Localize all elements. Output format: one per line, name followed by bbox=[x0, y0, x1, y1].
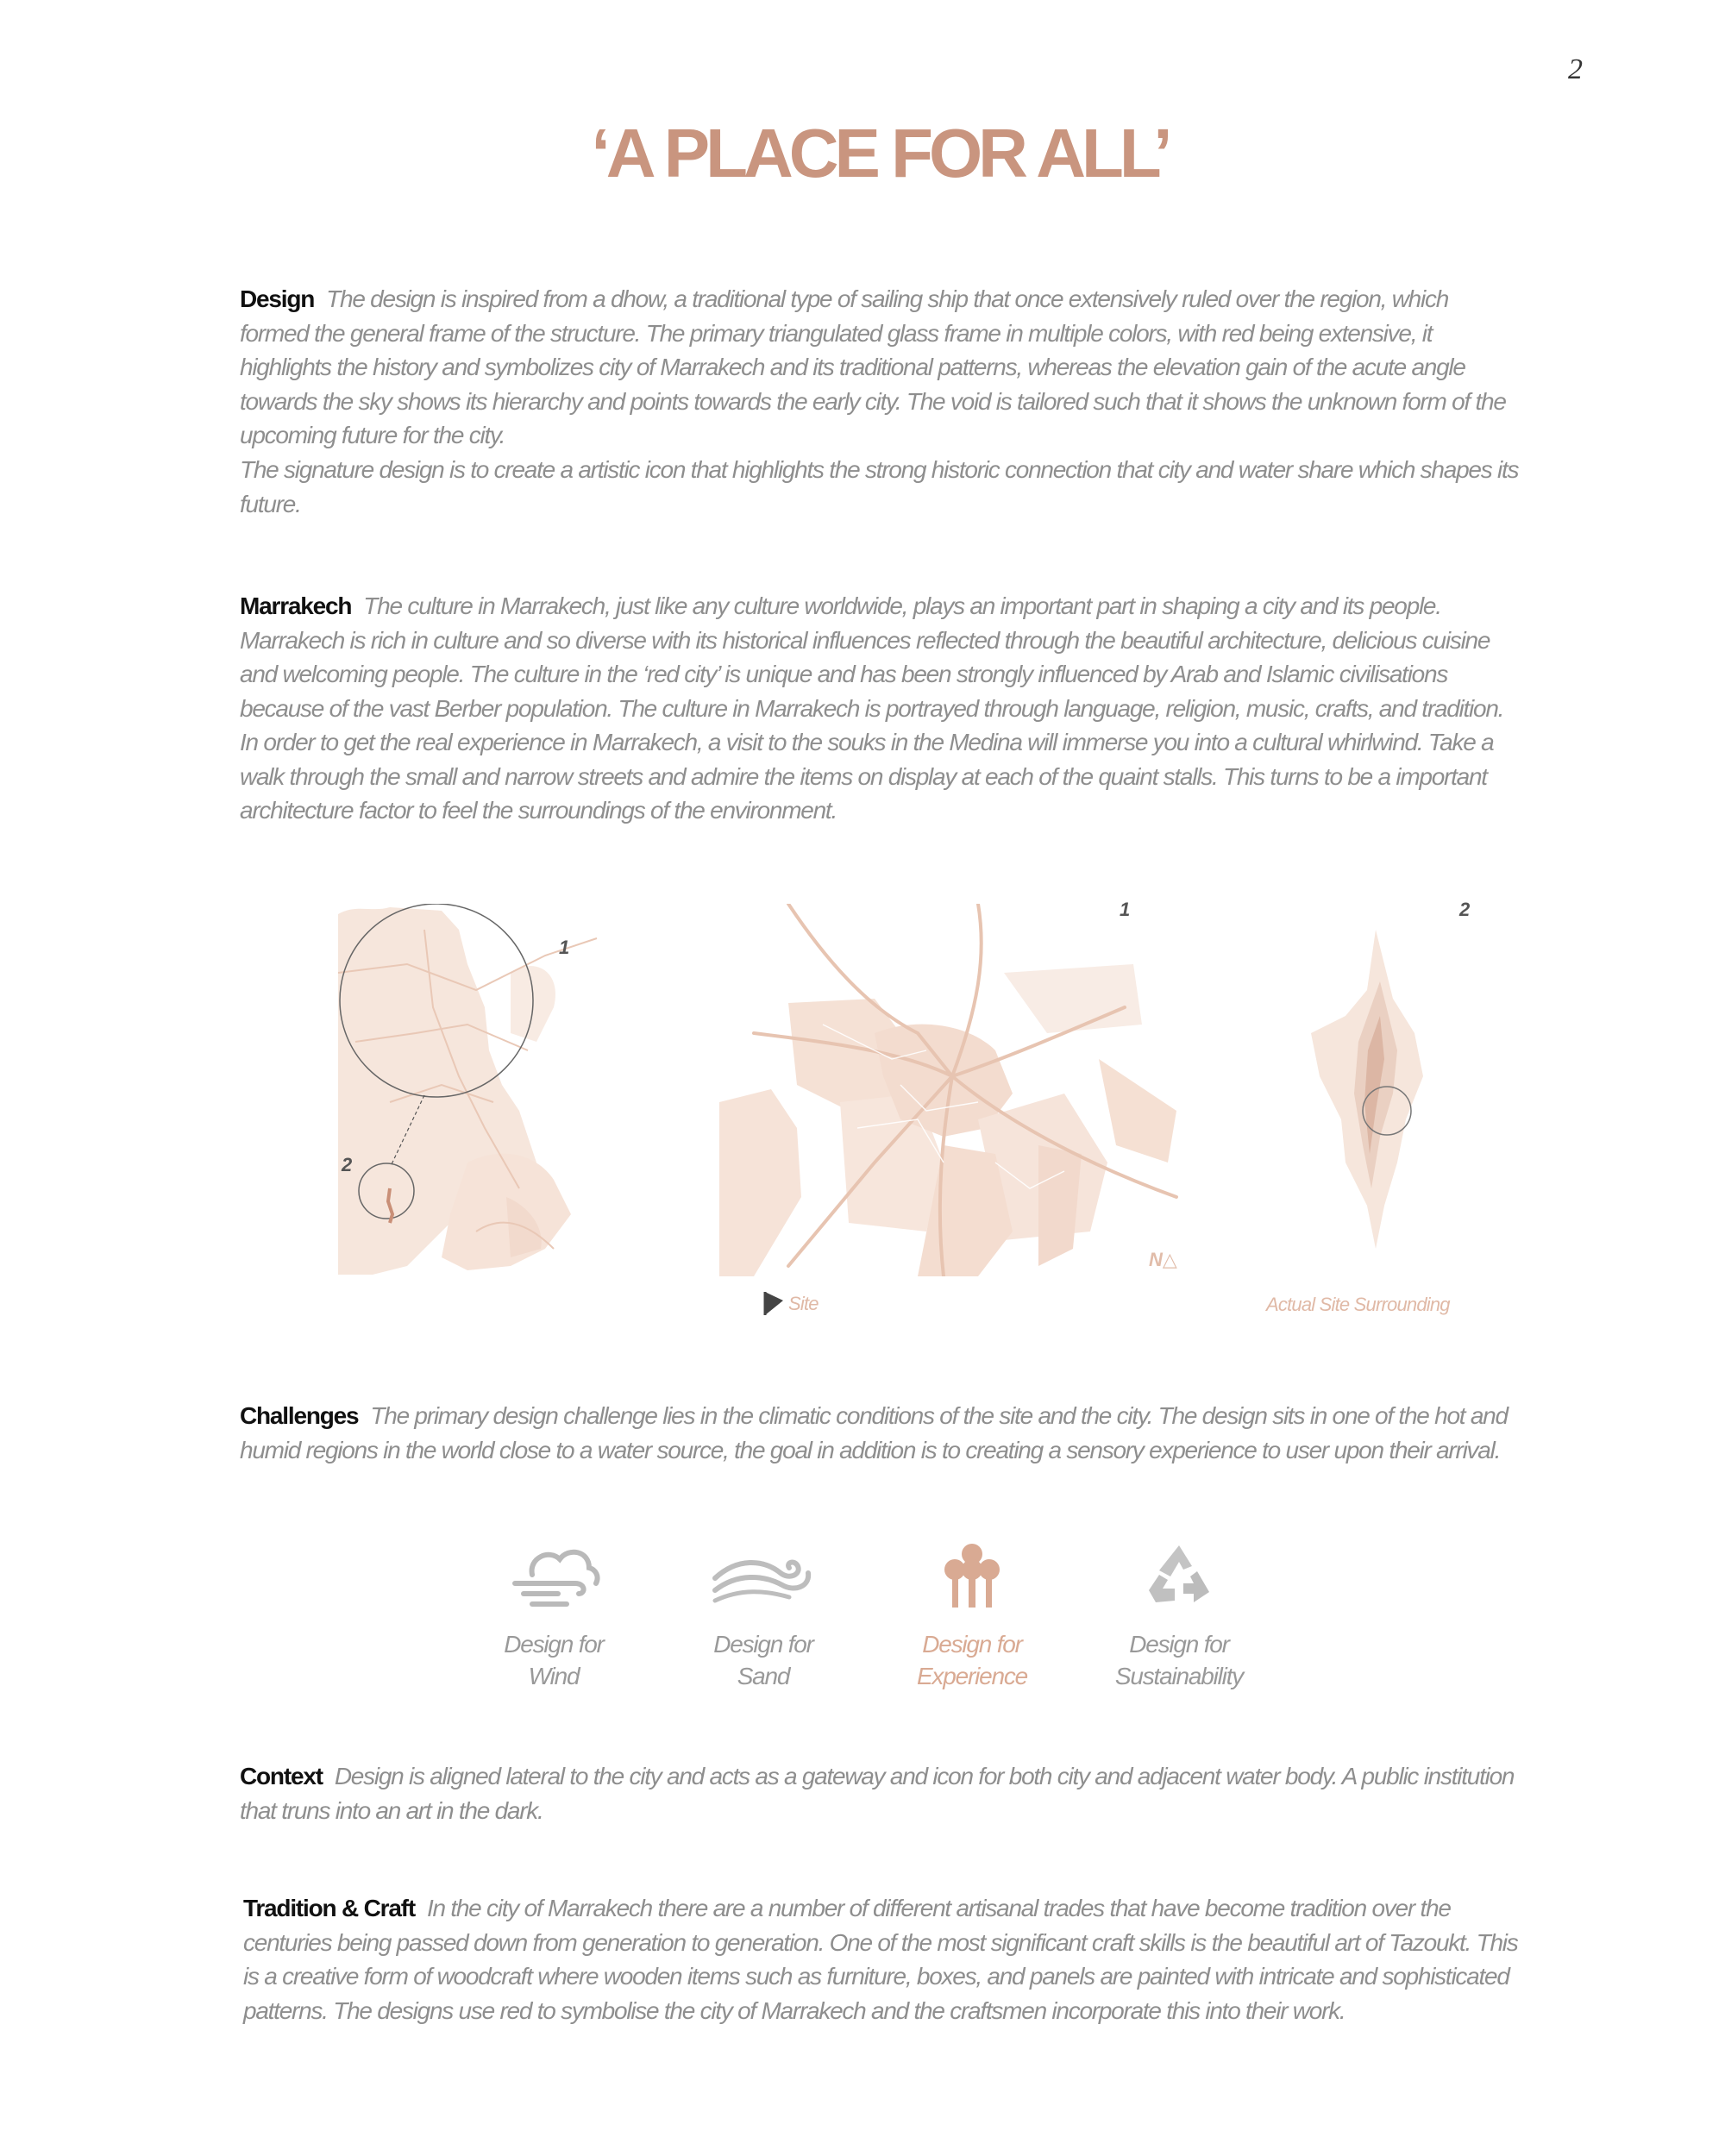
site-map bbox=[1266, 899, 1471, 1315]
city-map-graphic bbox=[719, 904, 1185, 1276]
surrounding-caption: Actual Site Surrounding bbox=[1266, 1294, 1450, 1315]
site-map-graphic bbox=[1294, 904, 1466, 1249]
marrakech-heading: Marrakech bbox=[240, 592, 352, 619]
marrakech-paragraph bbox=[240, 589, 1521, 828]
page-number: 2 bbox=[1568, 53, 1583, 85]
sustainability-label bbox=[1084, 1628, 1274, 1692]
sand-label-line1: Design for bbox=[713, 1631, 813, 1658]
site-flag-icon bbox=[762, 1290, 785, 1316]
wind-icon bbox=[506, 1540, 601, 1609]
design-for-wind bbox=[459, 1540, 649, 1692]
challenges-heading: Challenges bbox=[240, 1402, 359, 1429]
region-map bbox=[338, 904, 631, 1275]
challenges-paragraph bbox=[240, 1399, 1521, 1467]
region-map-label-2: 2 bbox=[342, 1154, 353, 1175]
sand-label bbox=[668, 1628, 858, 1692]
city-map-label: 1 bbox=[1120, 899, 1131, 920]
context-text: Design is aligned lateral to the city and acts as a gateway and icon for both city and adjacent water body. A public institution that truns into an art in the dark. bbox=[240, 1763, 1515, 1824]
region-map-graphic bbox=[338, 904, 631, 1275]
design-for-experience bbox=[877, 1540, 1067, 1692]
wind-label-line2: Wind bbox=[528, 1663, 580, 1689]
context-paragraph bbox=[240, 1759, 1521, 1827]
experience-label bbox=[877, 1628, 1067, 1692]
city-map bbox=[719, 899, 1185, 1314]
recycle-icon bbox=[1140, 1540, 1218, 1609]
wind-label-line1: Design for bbox=[504, 1631, 604, 1658]
design-paragraph bbox=[240, 282, 1521, 453]
design-text: The design is inspired from a dhow, a traditional type of sailing ship that once extensively ruled over the region, which formed the general frame of the structure. The primary triangulated glass frame in multiple colors, with red being extensive, it highlights the history and symbolizes city of Marrakech and its traditional patterns, whereas the elevation gain of the acute angle towards the sky shows its hierarchy and points towards the early city. The void is tailored such that it shows the unknown form of the upcoming future for the city. bbox=[240, 285, 1506, 448]
signature-paragraph: The signature design is to create a artistic icon that highlights the strong historic connection that city and water share which shapes its future. bbox=[240, 456, 1519, 517]
experience-icon bbox=[942, 1540, 1002, 1609]
marrakech-text: The culture in Marrakech, just like any culture worldwide, plays an important part in shaping a city and its people. Marrakech is rich in culture and so diverse with its historical influences reflected through the beautiful architecture, delicious cuisine and welcoming people. The culture in the ‘red city’ is unique and has been strongly influenced by Arab and Islamic civilisations because of the vast Berber population. The culture in Marrakech is portrayed through language, religion, music, crafts, and tradition. In order to get the real experience in Marrakech, a visit to the souks in the Medina will immerse you into a cultural whirlwind. Take a walk through the small and narrow streets and admire the items on display at each of the quaint stalls. This turns to be a important architecture factor to feel the surroundings of the environment. bbox=[240, 592, 1504, 824]
tradition-paragraph bbox=[243, 1891, 1521, 2028]
site-caption: Site bbox=[788, 1293, 819, 1314]
sustainability-label-line2: Sustainability bbox=[1114, 1663, 1244, 1689]
wind-label bbox=[459, 1628, 649, 1692]
design-for-sustainability bbox=[1084, 1540, 1274, 1692]
sand-label-line2: Sand bbox=[737, 1663, 790, 1689]
tradition-heading: Tradition & Craft bbox=[243, 1895, 415, 1921]
sand-waves-icon bbox=[712, 1540, 815, 1609]
sustainability-label-line1: Design for bbox=[1129, 1631, 1229, 1658]
experience-label-line1: Design for bbox=[922, 1631, 1022, 1658]
region-map-label-1: 1 bbox=[559, 937, 570, 958]
experience-label-line2: Experience bbox=[916, 1663, 1028, 1689]
design-heading: Design bbox=[240, 285, 315, 312]
site-map-label: 2 bbox=[1459, 899, 1471, 920]
context-heading: Context bbox=[240, 1763, 323, 1789]
tradition-text: In the city of Marrakech there are a number of different artisanal trades that have become tradition over the centuries being passed down from generation to generation. One of the most significant craft skills is the beautiful art of Tazoukt. This is a creative form of woodcraft where wooden items such as furniture, boxes, and panels are painted with intricate and sophisticated patterns. The designs use red to symbolise the city of Marrakech and the craftsmen incorporate this into their work. bbox=[243, 1895, 1518, 2024]
north-arrow: N△ bbox=[1149, 1249, 1177, 1270]
page-title: ‘A PLACE FOR ALL’ bbox=[591, 115, 1169, 191]
design-for-sand bbox=[668, 1540, 858, 1692]
challenges-text: The primary design challenge lies in the climatic conditions of the site and the city. The design sits in one of the hot and humid regions in the world close to a water source, the goal in addition is to creating a sensory experience to user upon their arrival. bbox=[240, 1402, 1508, 1463]
